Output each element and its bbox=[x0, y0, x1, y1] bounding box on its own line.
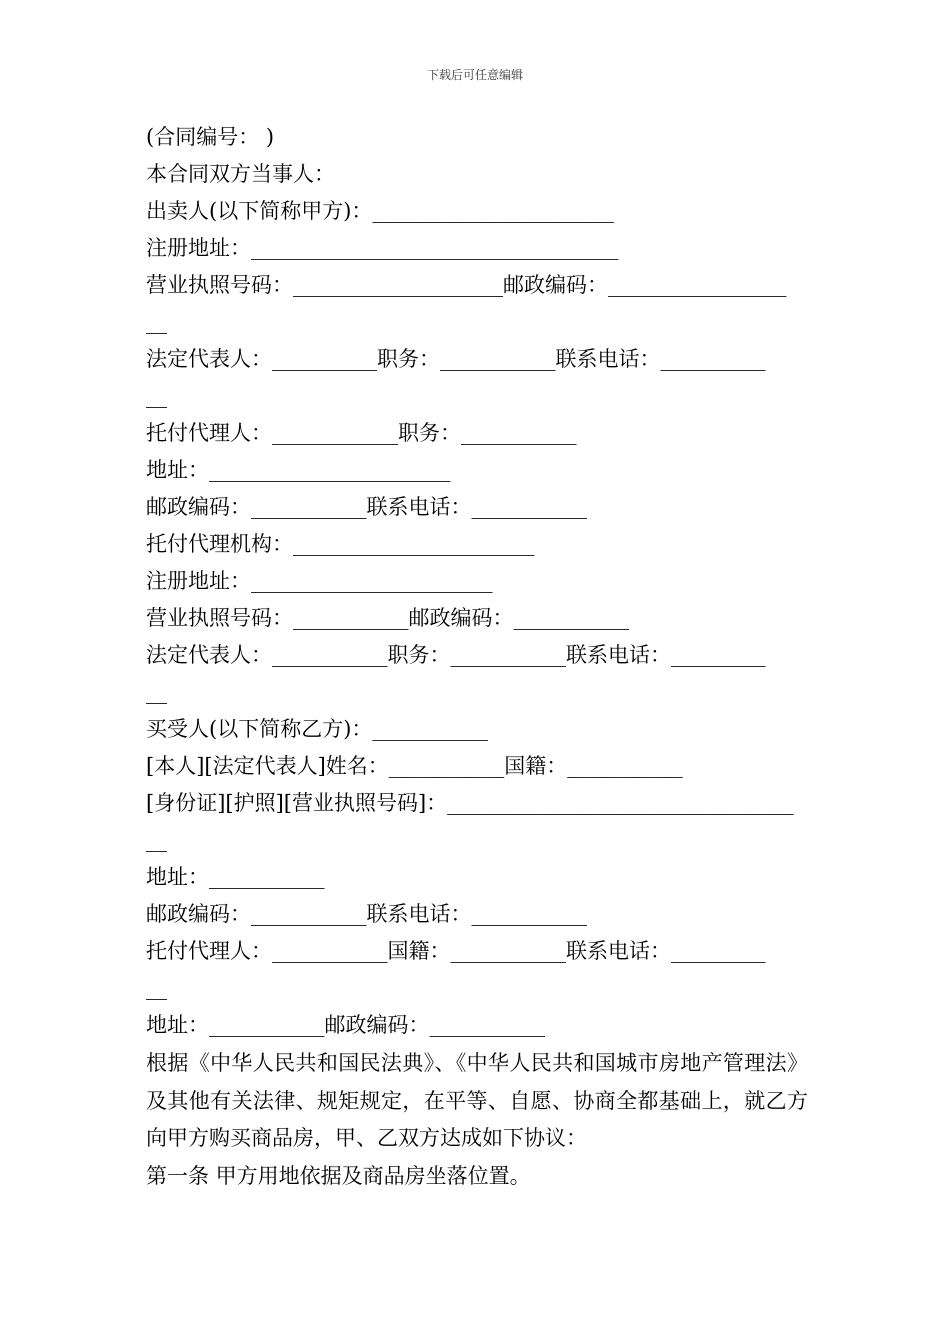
buyer-agent-address-postcode-line: 地址：___________邮政编码：___________ bbox=[146, 1013, 545, 1037]
agency-registered-address-line: 注册地址：_______________________ bbox=[146, 569, 493, 593]
seller-agent-line: 托付代理人：____________职务：___________ bbox=[146, 421, 577, 445]
seller-legal-rep-line: 法定代表人：__________职务：___________联系电话：__________ bbox=[146, 347, 766, 371]
buyer-name-nationality-line: [本人][法定代表人]姓名：___________国籍：___________ bbox=[146, 754, 683, 778]
contract-document bbox=[146, 120, 808, 1195]
seller-agent-postcode-phone-line: 邮政编码：___________联系电话：___________ bbox=[146, 495, 587, 519]
agency-license-postcode-line: 营业执照号码：___________邮政编码：___________ bbox=[146, 606, 629, 630]
parties-heading: 本合同双方当事人： bbox=[146, 162, 335, 186]
contract-number-line: (合同编号： ) bbox=[146, 125, 275, 149]
seller-agency-line: 托付代理机构：_______________________ bbox=[146, 532, 535, 556]
seller-registered-address-line: 注册地址：___________________________________ bbox=[146, 236, 619, 260]
buyer-id-line: [身份证][护照][营业执照号码]：_________________________________ bbox=[146, 791, 794, 815]
buyer-agent-line: 托付代理人：___________国籍：___________联系电话：_________ bbox=[146, 939, 766, 963]
buyer-postcode-phone-line: 邮政编码：___________联系电话：___________ bbox=[146, 902, 587, 926]
seller-agent-address-line: 地址：_______________________ bbox=[146, 458, 451, 482]
legal-basis-paragraph: 根据《中华人民共和国民法典》、《中华人民共和国城市房地产管理法》及其他有关法律、规矩规定，在平等、自愿、协商全都基础上，就乙方向甲方购买商品房，甲、乙双方达成如下协议： bbox=[146, 1051, 808, 1150]
buyer-address-line: 地址：___________ bbox=[146, 865, 325, 889]
page-header-note: 下载后可任意编辑 bbox=[426, 68, 523, 82]
buyer-agent-wrap: __ bbox=[146, 976, 167, 1000]
buyer-line: 买受人(以下简称乙方)：___________ bbox=[146, 717, 488, 741]
seller-line: 出卖人(以下简称甲方)：_______________________ bbox=[146, 199, 614, 223]
buyer-id-wrap: __ bbox=[146, 828, 167, 852]
article-one-heading: 第一条 甲方用地依据及商品房坐落位置。 bbox=[146, 1163, 531, 1188]
seller-legal-rep-wrap: __ bbox=[146, 384, 167, 408]
agency-legal-rep-wrap: __ bbox=[146, 680, 167, 704]
agency-legal-rep-line: 法定代表人：___________职务：___________联系电话：_________ bbox=[146, 643, 766, 667]
seller-license-postcode-wrap: __ bbox=[146, 310, 167, 334]
seller-license-postcode-line: 营业执照号码：____________________邮政编码：_________________ bbox=[146, 273, 787, 297]
